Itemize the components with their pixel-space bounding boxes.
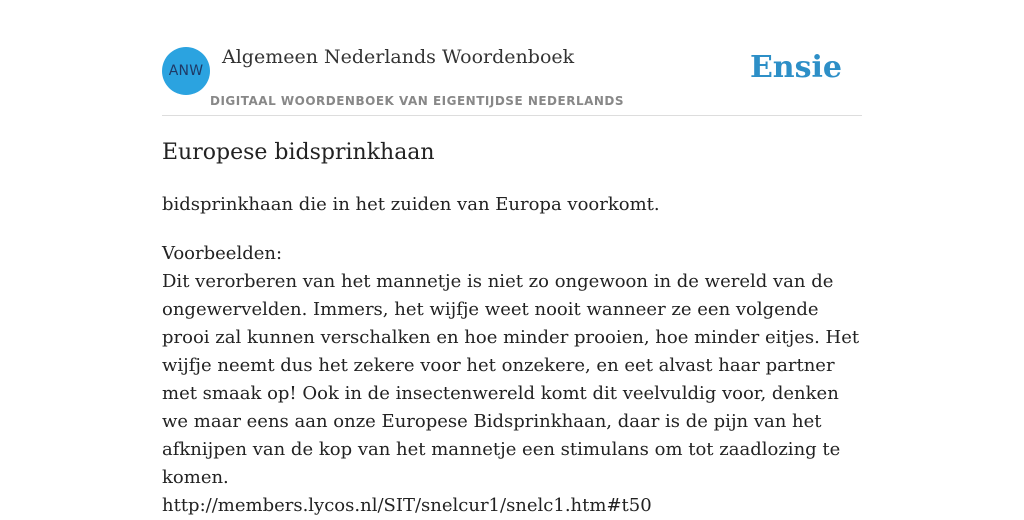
page-container [162, 0, 862, 516]
ensie-brand-link[interactable]: Ensie [749, 50, 842, 85]
entry-definition: bidsprinkhaan die in het zuiden van Europa voorkomt. [162, 194, 660, 215]
site-title[interactable]: Algemeen Nederlands Woordenboek [222, 46, 575, 68]
example-text: Dit verorberen van het mannetje is niet zo ongewoon in de wereld van de ongewervelden. Immers, het wijfje weet nooit wanneer ze een volgende prooi zal kunnen verschalken en hoe minder prooien, hoe minder eitjes. Het wijfje neemt dus het zekere voor het onzekere, en eet alvast haar partner met smaak op! Ook in de insectenwereld komt dit veelvuldig voor, denken we maar eens aan onze Europese Bidsprinkhaan, daar is de pijn van het afknijpen van de kop van het mannetje een stimulans om tot zaadlozing te komen. [162, 271, 860, 488]
anw-logo[interactable] [162, 47, 210, 95]
site-subtitle: DIGITAAL WOORDENBOEK VAN EIGENTIJDSE NEDERLANDS [210, 94, 625, 108]
examples-label: Voorbeelden: [162, 243, 283, 264]
example-source-url: http://members.lycos.nl/SIT/snelcur1/snelc1.htm#t50 [162, 495, 652, 516]
examples-section [162, 240, 862, 520]
anw-logo-text: ANW [168, 63, 204, 79]
page-header [162, 0, 862, 116]
entry-title: Europese bidsprinkhaan [162, 140, 435, 165]
